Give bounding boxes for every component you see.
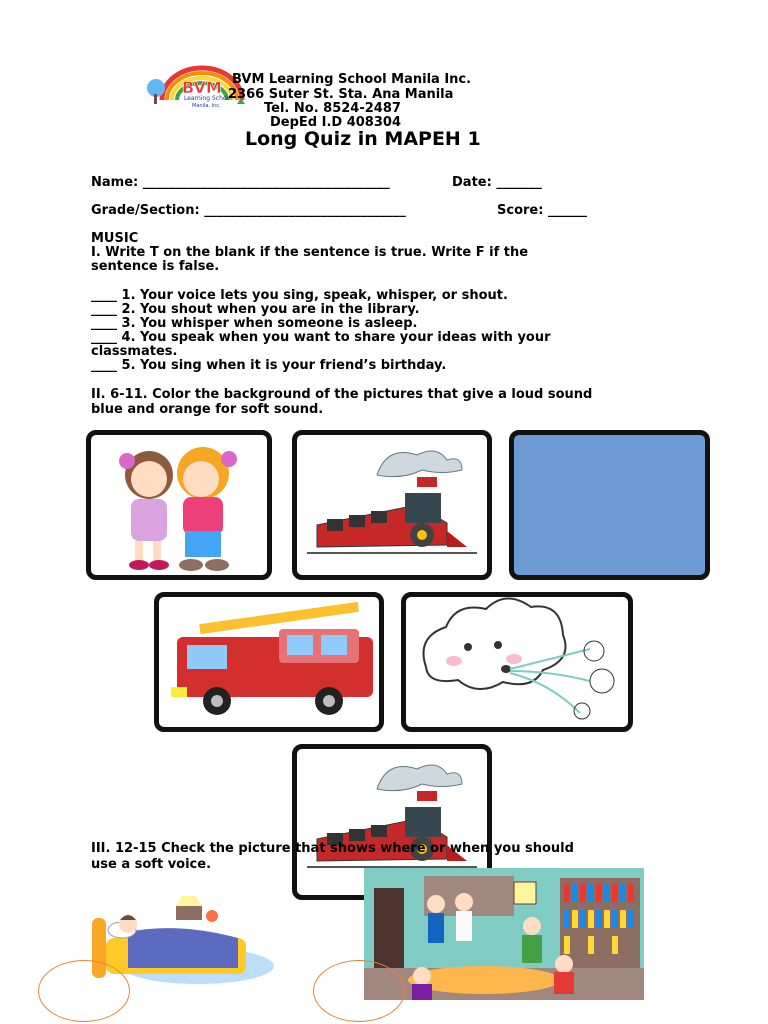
question-item[interactable]: ____ 1. Your voice lets you sing, speak, whisper, or shout. xyxy=(91,288,508,303)
answer-oval-2[interactable] xyxy=(313,960,405,1022)
quiz-title: Long Quiz in MAPEH 1 xyxy=(245,128,481,150)
school-address: 2366 Suter St. Sta. Ana Manila xyxy=(228,87,454,102)
steam-train-image xyxy=(297,435,487,575)
school-deped-id: DepEd I.D 408304 xyxy=(270,115,401,130)
blue-colored-picture-box[interactable] xyxy=(509,430,710,580)
svg-text:Manila, Inc.: Manila, Inc. xyxy=(192,103,221,109)
answer-oval-1[interactable] xyxy=(38,960,130,1022)
music-heading: MUSIC xyxy=(91,231,139,246)
library-children-picture[interactable] xyxy=(364,868,644,1000)
question-item[interactable]: ____ 3. You whisper when someone is asleep. xyxy=(91,316,418,331)
part3-instruction-line1: III. 12-15 Check the picture that shows where or when you should xyxy=(91,841,574,856)
steam-train-picture[interactable] xyxy=(292,430,492,580)
svg-text:Learning School: Learning School xyxy=(184,95,232,102)
blowing-cloud-picture[interactable] xyxy=(401,592,633,732)
part3-instruction-line2: use a soft voice. xyxy=(91,857,212,872)
library-children-image xyxy=(364,868,644,1000)
part2-instruction-line2: blue and orange for soft sound. xyxy=(91,402,324,417)
part1-instruction-line1: I. Write T on the blank if the sentence is true. Write F if the xyxy=(91,245,529,260)
score-field[interactable]: Score: ______ xyxy=(497,203,587,218)
part2-instruction-line1: II. 6-11. Color the background of the pictures that give a loud sound xyxy=(91,387,593,402)
whispering-girls-image xyxy=(91,435,267,575)
date-field[interactable]: Date: _______ xyxy=(452,175,542,190)
part1-instruction-line2: sentence is false. xyxy=(91,259,220,274)
question-item[interactable]: ____ 5. You sing when it is your friend’s birthday. xyxy=(91,358,447,373)
question-item[interactable]: ____ 2. You shout when you are in the library. xyxy=(91,302,420,317)
svg-text:BVM: BVM xyxy=(182,78,222,97)
grade-section-field[interactable]: Grade/Section: _______________________________ xyxy=(91,203,406,218)
blowing-cloud-image xyxy=(406,597,628,727)
fire-truck-picture[interactable] xyxy=(154,592,384,732)
question-item-continuation: classmates. xyxy=(91,344,178,359)
school-name: BVM Learning School Manila Inc. xyxy=(232,72,472,87)
fire-truck-image xyxy=(159,597,379,727)
name-field[interactable]: Name: ______________________________________ xyxy=(91,175,390,190)
school-telephone: Tel. No. 8524-2487 xyxy=(264,101,401,116)
question-item[interactable]: ____ 4. You speak when you want to share your ideas with your xyxy=(91,330,551,345)
whispering-girls-picture[interactable] xyxy=(86,430,272,580)
